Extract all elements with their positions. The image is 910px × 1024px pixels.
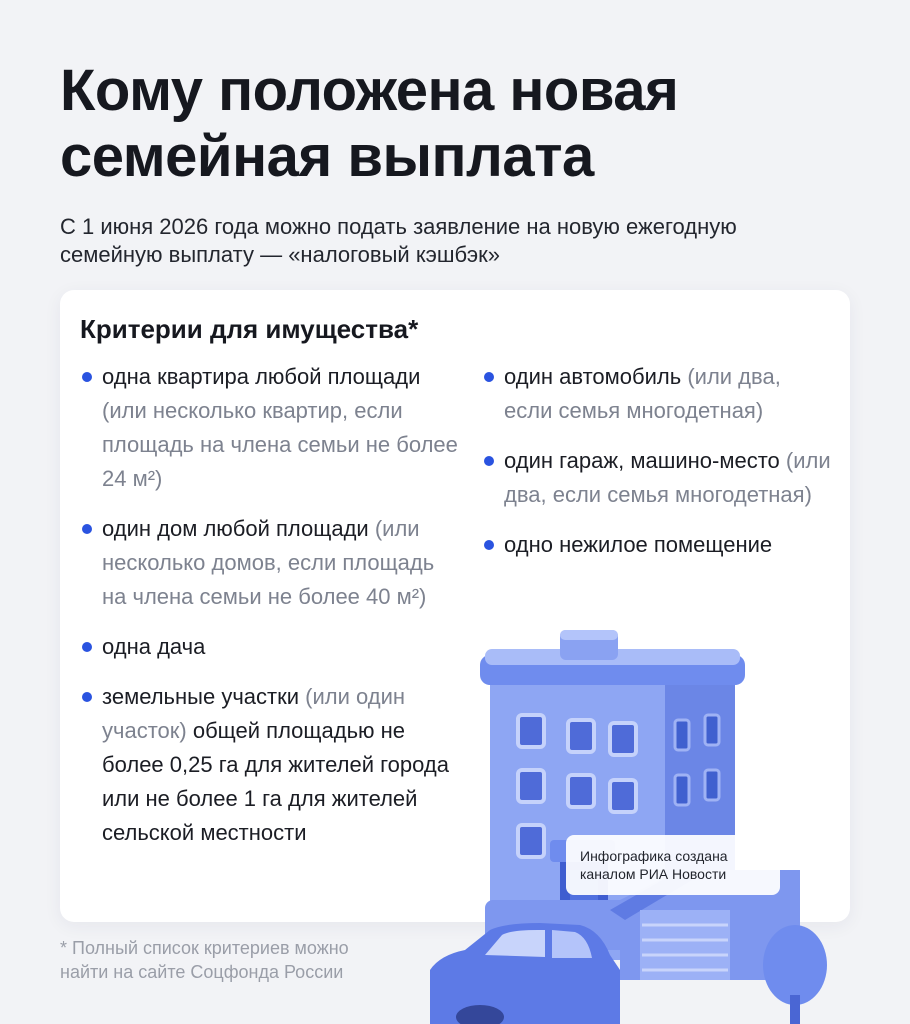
bullet-icon	[484, 540, 494, 550]
criteria-item-note: (или два, если семья многодетная)	[504, 448, 831, 507]
bullet-icon	[82, 692, 92, 702]
criteria-title: Критерии для имущества*	[80, 314, 419, 344]
criteria-item-note: (или два, если семья многодетная)	[504, 364, 781, 423]
criteria-item-main: одна квартира любой площади	[102, 364, 421, 389]
infographic-credit	[566, 835, 780, 895]
criteria-item-car	[484, 360, 834, 428]
criteria-left-column	[82, 360, 462, 866]
bullet-icon	[484, 372, 494, 382]
footnote-line-2: найти на сайте Соцфонда России	[60, 962, 344, 982]
criteria-item-main: один автомобиль	[504, 364, 682, 389]
criteria-item-house	[82, 512, 462, 614]
criteria-item-garage	[484, 444, 834, 512]
page-title	[60, 58, 860, 190]
bullet-icon	[82, 372, 92, 382]
bullet-icon	[82, 524, 92, 534]
criteria-item-land	[82, 680, 462, 850]
criteria-item-note: (или один участок)	[102, 684, 406, 743]
criteria-item-main: земельные участки	[102, 684, 300, 709]
subtitle-line-1: С 1 июня 2026 года можно подать заявление на новую ежегодную	[60, 214, 737, 239]
criteria-item-note: (или несколько домов, если площадь на члена семьи не более 40 м²)	[102, 516, 435, 609]
title-line-1: Кому положена новая	[60, 58, 679, 123]
criteria-item-tail: общей площадью не более 0,25 га для жителей города или не более 1 га для жителей сельской местности	[102, 718, 449, 845]
criteria-item-main: одна дача	[102, 634, 206, 659]
credit-line-1: Инфографика создана	[580, 848, 728, 864]
criteria-item-main: один дом любой площади	[102, 516, 369, 541]
criteria-item-main: один гараж, машино-место	[504, 448, 780, 473]
page-subtitle	[60, 213, 860, 269]
criteria-item-apartment	[82, 360, 462, 496]
criteria-item-nonresidential	[484, 528, 834, 562]
footnote-line-1: * Полный список критериев можно	[60, 938, 349, 958]
criteria-item-dacha	[82, 630, 462, 664]
title-line-2: семейная выплата	[60, 124, 594, 189]
footnote	[60, 936, 460, 984]
criteria-item-note: (или несколько квартир, если площадь на члена семьи не более 24 м²)	[102, 398, 458, 491]
bullet-icon	[484, 456, 494, 466]
credit-line-2: каналом РИА Новости	[580, 866, 727, 882]
criteria-item-main: одно нежилое помещение	[504, 532, 773, 557]
subtitle-line-2: семейную выплату — «налоговый кэшбэк»	[60, 242, 500, 267]
criteria-right-column	[484, 360, 834, 578]
bullet-icon	[82, 642, 92, 652]
building-garage-car-icon	[430, 625, 860, 1024]
